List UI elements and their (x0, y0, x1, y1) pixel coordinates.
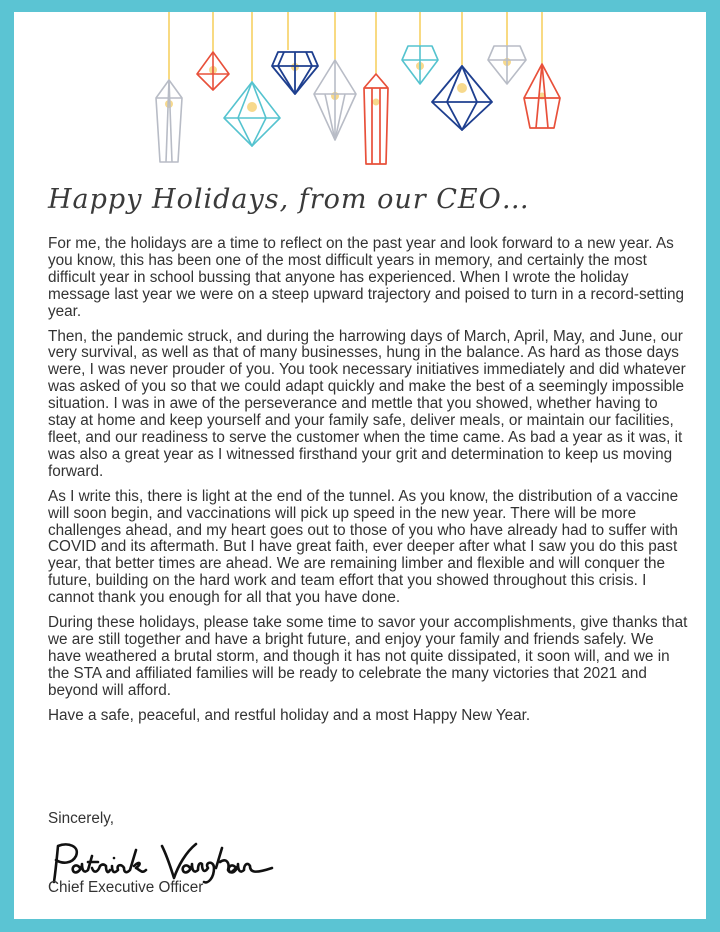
letter-page (14, 12, 706, 919)
signer-title: Chief Executive Officer (48, 879, 204, 896)
letter-body (48, 236, 688, 732)
closing-salutation: Sincerely, (48, 810, 115, 827)
letter-title: Happy Holidays, from our CEO… (48, 184, 530, 215)
paragraph-1: For me, the holidays are a time to reflect on the past year and look forward to a new year. As you know, this has been one of the most difficult years in memory, and certainly the most difficult year in school bussing that anyone has experienced. When I wrote the holiday message last year we were on a steep upward trajectory and poised to turn in a record-setting year. (48, 235, 685, 320)
paragraph-5: Have a safe, peaceful, and restful holiday and a most Happy New Year. (48, 706, 531, 724)
paragraph-3: As I write this, there is light at the end of the tunnel. As you know, the distribution of a vaccine will soon begin, and vaccinations will pick up speed in the new year. There will be more challenges ahead, and my heart goes out to those of you who have already had to suffer with COVID and its aftermath. But I have great faith, ever deeper after what I saw you do this past year, that better times are ahead. We are remaining limber and flexible and will conquer the future, building on the hard work and team effort that you showed throughout this crisis. I cannot thank you enough for all that you have done. (48, 487, 679, 607)
paragraph-4: During these holidays, please take some time to savor your accomplishments, give thanks that we are still together and have a bright future, and enjoy your family and friends safely. We have weathered a brutal storm, and though it has not quite dissipated, it soon will, and we in the STA and affiliated families will be ready to celebrate the many victories that 2021 and beyond will afford. (48, 614, 688, 699)
paragraph-2: Then, the pandemic struck, and during the harrowing days of March, April, May, and June, our very survival, as well as that of many businesses, hung in the balance. As hard as those days were, I was never prouder of you. You took necessary initiatives immediately and did whatever was asked of you so that we could adapt quickly and make the best of a seemingly impossible situation. I was in awe of the perseverance and mettle that you showed, whether having to stay at home and keep yourself and your family safe, deliver meals, or maintain our facilities, fleet, and our readiness to serve the customer when the time came. As bad a year as it was, it was also a great year as I witnessed firsthand your grit and determination to keep us moving forward. (48, 327, 686, 480)
hanging-geometric-ornaments-icon (14, 12, 706, 190)
